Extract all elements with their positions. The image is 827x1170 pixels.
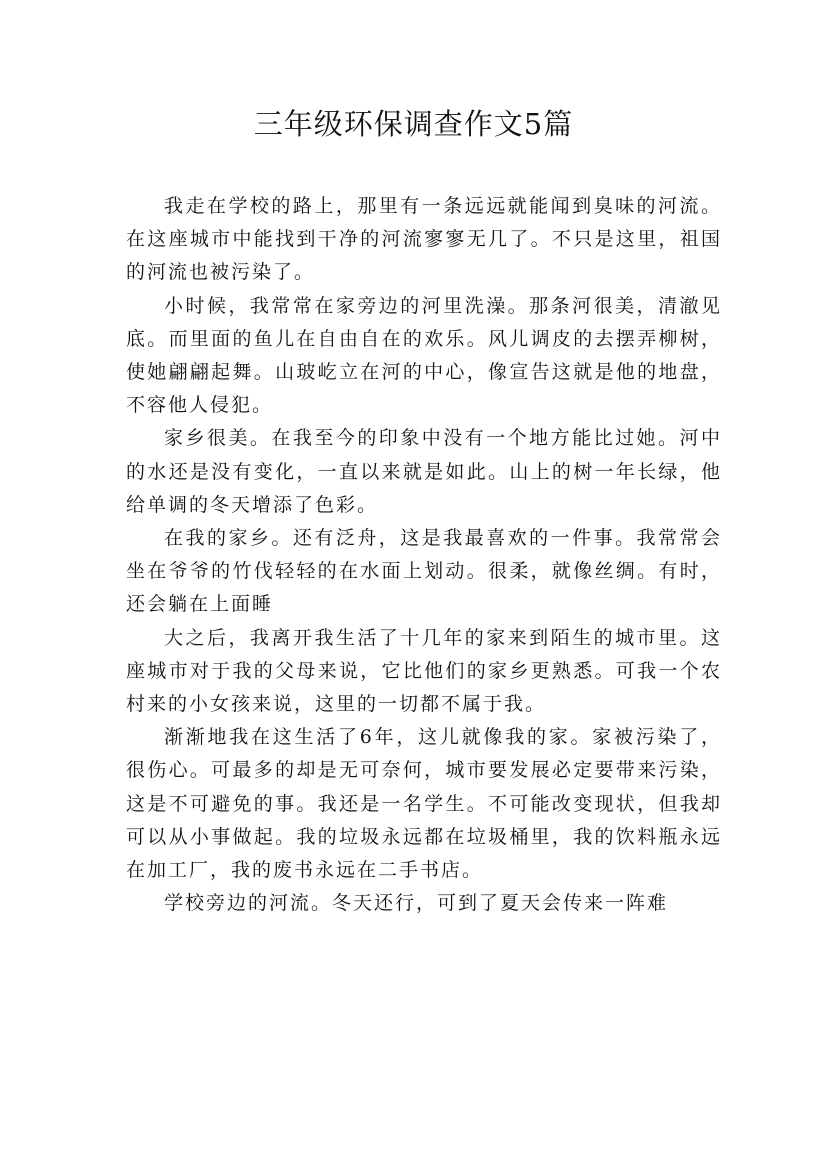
paragraph-6: 渐渐地我在这生活了6年，这儿就像我的家。家被污染了，很伤心。可最多的却是无可奈何，城市要发展必定要带来污染，这是不可避免的事。我还是一名学生。不可能改变现状，但我却可以从小事做起。我的垃圾永远都在垃圾桶里，我的饮料瓶永远在加工厂，我的废书永远在二手书店。 [126, 726, 722, 882]
paragraph-4: 在我的家乡。还有泛舟，这是我最喜欢的一件事。我常常会坐在爷爷的竹伐轻轻的在水面上划动。很柔，就像丝绸。有时，还会躺在上面睡 [126, 527, 722, 616]
paragraph-1: 我走在学校的路上，那里有一条远远就能闻到臭味的河流。在这座城市中能找到干净的河流寥寥无几了。不只是这里，祖国的河流也被污染了。 [126, 195, 722, 284]
paragraph-5: 大之后，我离开我生活了十几年的家来到陌生的城市里。这座城市对于我的父母来说，它比他们的家乡更熟悉。可我一个农村来的小女孩来说，这里的一切都不属于我。 [126, 626, 722, 716]
paragraph-2: 小时候，我常常在家旁边的河里洗澡。那条河很美，清澈见底。而里面的鱼儿在自由自在的欢乐。风儿调皮的去摆弄柳树，使她翩翩起舞。山玻屹立在河的中心，像宣告这就是他的地盘，不容他人侵犯。 [126, 294, 722, 417]
paragraph-7: 学校旁边的河流。冬天还行，可到了夏天会传来一阵难 [164, 892, 669, 915]
document-title: 三年级环保调查作文5篇 [253, 107, 574, 141]
paragraph-3: 家乡很美。在我至今的印象中没有一个地方能比过她。河中的水还是没有变化，一直以来就是如此。山上的树一年长绿，他给单调的冬天增添了色彩。 [126, 427, 722, 516]
document-body [126, 190, 722, 920]
